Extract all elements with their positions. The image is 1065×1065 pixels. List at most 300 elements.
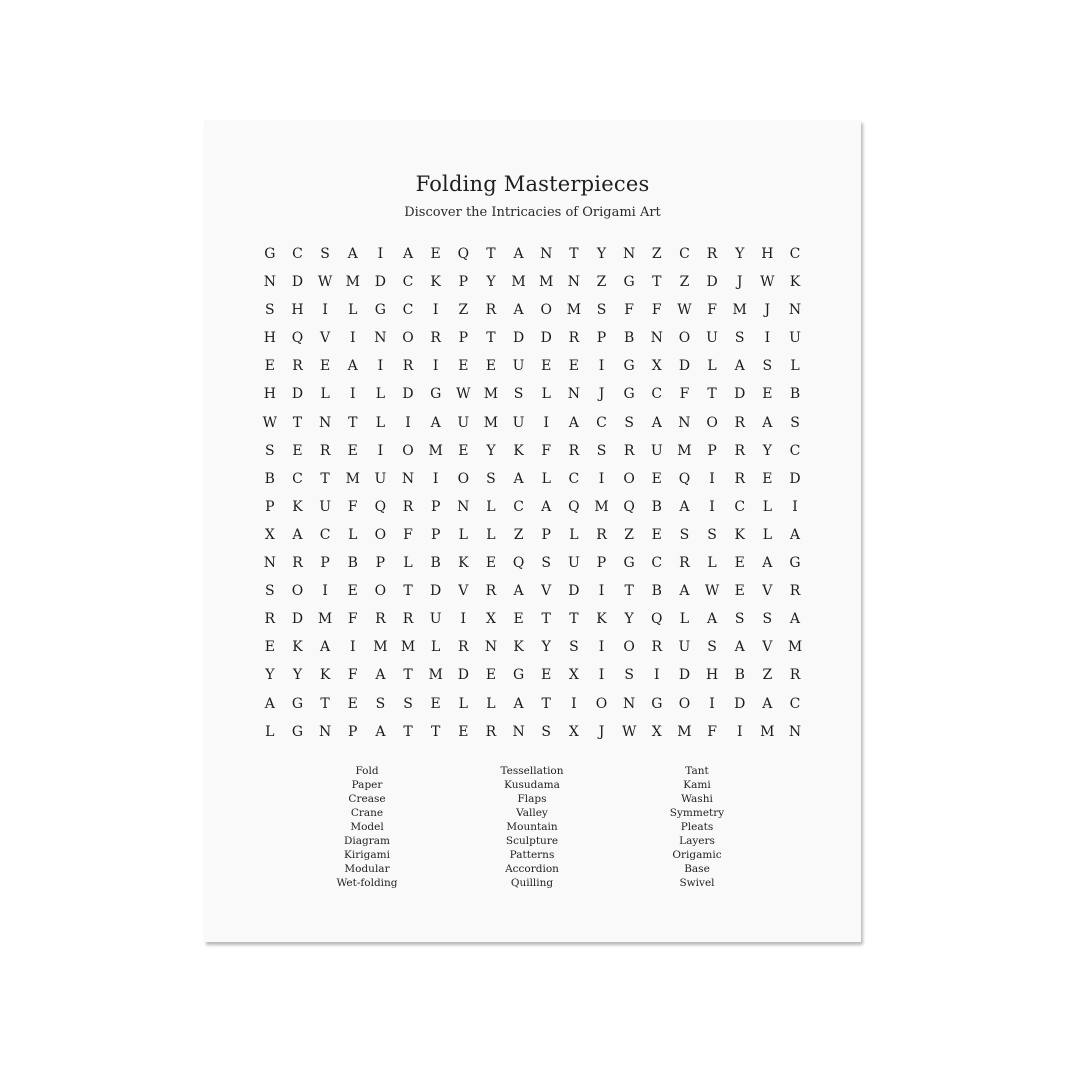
grid-letter[interactable]: N (374, 330, 387, 347)
grid-letter[interactable]: P (596, 555, 607, 572)
grid-letter[interactable]: E (651, 526, 662, 543)
grid-letter[interactable]: Y (624, 611, 634, 628)
grid-letter[interactable]: S (734, 611, 745, 628)
grid-letter[interactable]: W (677, 302, 692, 319)
grid-letter[interactable]: Y (735, 246, 745, 262)
grid-letter[interactable]: T (652, 274, 662, 291)
grid-letter[interactable]: M (373, 639, 388, 656)
grid-letter[interactable]: I (598, 667, 605, 684)
grid-letter[interactable]: V (541, 583, 552, 600)
grid-letter[interactable]: P (375, 555, 386, 572)
grid-letter[interactable]: O (402, 330, 414, 347)
grid-letter[interactable]: L (541, 386, 551, 403)
grid-letter[interactable]: C (789, 246, 801, 262)
grid-letter[interactable]: N (540, 246, 553, 262)
grid-letter[interactable]: U (512, 358, 525, 375)
grid-letter[interactable]: O (402, 442, 414, 459)
grid-letter[interactable]: M (317, 611, 333, 628)
grid-letter[interactable]: M (511, 274, 526, 291)
grid-letter[interactable]: E (292, 442, 303, 459)
grid-letter[interactable]: I (571, 695, 577, 712)
grid-letter[interactable]: H (291, 302, 304, 319)
grid-letter[interactable]: P (430, 498, 441, 515)
grid-letter[interactable]: I (709, 470, 715, 487)
grid-letter[interactable]: W (760, 274, 775, 291)
grid-letter[interactable]: T (320, 695, 330, 712)
grid-letter[interactable]: C (651, 555, 663, 572)
grid-letter[interactable]: Q (457, 246, 470, 262)
grid-letter[interactable]: A (762, 414, 773, 431)
grid-letter[interactable]: L (458, 695, 468, 712)
grid-letter[interactable]: O (457, 470, 470, 487)
grid-letter[interactable]: W (621, 723, 637, 740)
grid-letter[interactable]: H (705, 667, 719, 684)
grid-letter[interactable]: G (623, 358, 635, 375)
grid-letter[interactable]: M (400, 639, 416, 656)
grid-letter[interactable]: D (457, 667, 469, 684)
grid-letter[interactable]: U (789, 330, 801, 347)
grid-letter[interactable]: G (430, 386, 442, 403)
grid-letter[interactable]: A (679, 498, 690, 515)
grid-letter[interactable]: A (651, 414, 662, 431)
grid-letter[interactable]: S (265, 302, 275, 319)
grid-letter[interactable]: C (734, 498, 746, 515)
grid-letter[interactable]: R (430, 330, 441, 347)
grid-letter[interactable]: T (403, 583, 413, 600)
grid-letter[interactable]: U (512, 414, 525, 431)
grid-letter[interactable]: U (457, 414, 470, 431)
grid-letter[interactable]: C (789, 442, 801, 459)
grid-letter[interactable]: M (566, 302, 582, 319)
grid-letter[interactable]: S (734, 330, 745, 347)
grid-letter[interactable]: I (598, 358, 605, 375)
grid-letter[interactable]: B (651, 583, 662, 600)
grid-letter[interactable]: A (347, 246, 358, 262)
grid-letter[interactable]: M (594, 498, 609, 515)
grid-letter[interactable]: D (291, 611, 304, 628)
grid-letter[interactable]: I (432, 470, 439, 487)
grid-letter[interactable]: D (540, 330, 552, 347)
grid-letter[interactable]: B (264, 470, 275, 487)
grid-letter[interactable]: N (650, 330, 663, 347)
grid-letter[interactable]: E (485, 667, 497, 684)
grid-letter[interactable]: A (513, 302, 524, 319)
grid-letter[interactable]: R (706, 246, 718, 262)
grid-letter[interactable]: D (568, 583, 580, 600)
grid-letter[interactable]: Y (265, 667, 275, 684)
grid-letter[interactable]: H (761, 246, 774, 262)
grid-letter[interactable]: W (456, 386, 471, 403)
grid-letter[interactable]: S (790, 414, 800, 431)
grid-letter[interactable]: S (596, 302, 607, 319)
grid-letter[interactable]: N (318, 414, 332, 431)
grid-letter[interactable]: T (430, 723, 441, 740)
grid-letter[interactable]: C (292, 470, 303, 487)
grid-letter[interactable]: P (430, 526, 441, 543)
grid-letter[interactable]: F (679, 386, 690, 403)
grid-letter[interactable]: T (403, 667, 413, 684)
grid-letter[interactable]: P (320, 555, 330, 572)
grid-letter[interactable]: I (543, 414, 549, 431)
grid-letter[interactable]: W (262, 414, 278, 431)
grid-letter[interactable]: H (263, 386, 276, 403)
grid-letter[interactable]: K (596, 611, 607, 628)
grid-letter[interactable]: R (292, 358, 303, 375)
grid-letter[interactable]: O (374, 583, 387, 600)
grid-letter[interactable]: A (789, 611, 801, 628)
grid-letter[interactable]: F (624, 302, 634, 319)
grid-letter[interactable]: I (598, 470, 605, 487)
grid-letter[interactable]: C (402, 302, 414, 319)
grid-letter[interactable]: U (319, 498, 331, 515)
grid-letter[interactable]: E (347, 695, 358, 712)
grid-letter[interactable]: P (596, 330, 607, 347)
grid-letter[interactable]: A (430, 414, 441, 431)
grid-letter[interactable]: Q (651, 611, 663, 628)
grid-letter[interactable]: S (486, 470, 496, 487)
grid-letter[interactable]: A (707, 611, 718, 628)
grid-letter[interactable]: C (402, 274, 414, 291)
grid-letter[interactable]: I (764, 330, 771, 347)
grid-letter[interactable]: N (512, 723, 525, 740)
grid-letter[interactable]: K (292, 639, 303, 656)
grid-letter[interactable]: G (264, 246, 276, 262)
grid-letter[interactable]: B (789, 386, 801, 403)
grid-letter[interactable]: S (679, 526, 690, 543)
grid-letter[interactable]: L (707, 358, 717, 375)
grid-letter[interactable]: F (347, 611, 358, 628)
grid-letter[interactable]: R (789, 667, 801, 684)
grid-letter[interactable]: T (541, 611, 551, 628)
grid-letter[interactable]: M (345, 274, 360, 291)
grid-letter[interactable]: K (430, 274, 441, 291)
grid-letter[interactable]: T (348, 414, 358, 431)
grid-letter[interactable]: S (403, 695, 413, 712)
grid-letter[interactable]: A (402, 246, 414, 262)
grid-letter[interactable]: K (789, 274, 801, 291)
grid-letter[interactable]: D (706, 274, 718, 291)
grid-letter[interactable]: N (623, 246, 636, 262)
grid-letter[interactable]: O (595, 695, 608, 712)
grid-letter[interactable]: E (541, 358, 552, 375)
grid-letter[interactable]: G (651, 695, 663, 712)
grid-letter[interactable]: U (678, 639, 691, 656)
grid-letter[interactable]: T (292, 414, 303, 431)
grid-letter[interactable]: O (706, 414, 718, 431)
grid-letter[interactable]: A (789, 526, 801, 543)
grid-letter[interactable]: N (318, 723, 332, 740)
grid-letter[interactable]: M (760, 723, 775, 740)
grid-letter[interactable]: S (762, 358, 773, 375)
grid-letter[interactable]: E (347, 442, 358, 459)
grid-letter[interactable]: R (485, 583, 497, 600)
grid-letter[interactable]: L (762, 526, 772, 543)
grid-letter[interactable]: A (513, 470, 524, 487)
grid-letter[interactable]: L (486, 695, 496, 712)
grid-letter[interactable]: G (623, 274, 635, 291)
grid-letter[interactable]: B (651, 498, 662, 515)
grid-letter[interactable]: A (679, 583, 690, 600)
grid-letter[interactable]: R (734, 442, 745, 459)
grid-letter[interactable]: R (402, 611, 414, 628)
grid-letter[interactable]: Z (679, 274, 690, 291)
grid-letter[interactable]: R (485, 723, 497, 740)
grid-letter[interactable]: R (264, 611, 276, 628)
grid-letter[interactable]: A (734, 639, 745, 656)
grid-letter[interactable]: C (789, 695, 801, 712)
grid-letter[interactable]: Z (651, 246, 662, 262)
grid-letter[interactable]: R (485, 302, 497, 319)
grid-letter[interactable]: S (707, 526, 717, 543)
grid-letter[interactable]: U (429, 611, 442, 628)
grid-letter[interactable]: D (512, 330, 525, 347)
grid-letter[interactable]: J (736, 274, 743, 291)
grid-letter[interactable]: D (374, 274, 386, 291)
grid-letter[interactable]: I (709, 498, 715, 515)
grid-letter[interactable]: I (709, 695, 715, 712)
grid-letter[interactable]: S (265, 583, 275, 600)
grid-letter[interactable]: I (792, 498, 798, 515)
grid-letter[interactable]: M (428, 442, 443, 459)
grid-letter[interactable]: J (764, 302, 771, 319)
grid-letter[interactable]: L (762, 498, 772, 515)
grid-letter[interactable]: T (320, 470, 330, 487)
grid-letter[interactable]: V (762, 639, 773, 656)
grid-letter[interactable]: E (347, 583, 358, 600)
grid-letter[interactable]: E (430, 695, 441, 712)
grid-letter[interactable]: Y (596, 246, 607, 262)
grid-letter[interactable]: E (651, 470, 662, 487)
grid-letter[interactable]: J (598, 723, 605, 740)
grid-letter[interactable]: F (347, 667, 358, 684)
grid-letter[interactable]: F (707, 302, 717, 319)
grid-letter[interactable]: L (569, 526, 579, 543)
grid-letter[interactable]: D (430, 583, 442, 600)
grid-letter[interactable]: D (678, 358, 691, 375)
grid-letter[interactable]: A (513, 246, 524, 262)
grid-letter[interactable]: F (347, 498, 358, 515)
grid-letter[interactable]: M (787, 639, 803, 656)
grid-letter[interactable]: X (651, 358, 662, 375)
grid-letter[interactable]: M (677, 723, 692, 740)
grid-letter[interactable]: S (624, 667, 634, 684)
grid-letter[interactable]: J (598, 386, 605, 403)
grid-letter[interactable]: C (651, 386, 663, 403)
grid-letter[interactable]: P (348, 723, 358, 740)
grid-letter[interactable]: E (734, 583, 745, 600)
grid-letter[interactable]: D (734, 386, 746, 403)
grid-letter[interactable]: C (596, 414, 607, 431)
grid-letter[interactable]: A (320, 639, 331, 656)
grid-letter[interactable]: S (707, 639, 717, 656)
grid-letter[interactable]: G (623, 555, 635, 572)
grid-letter[interactable]: E (568, 358, 579, 375)
grid-letter[interactable]: F (541, 442, 552, 459)
grid-letter[interactable]: S (624, 414, 634, 431)
grid-letter[interactable]: L (486, 498, 496, 515)
grid-letter[interactable]: R (651, 639, 663, 656)
grid-letter[interactable]: C (679, 246, 690, 262)
grid-letter[interactable]: X (568, 723, 579, 740)
grid-letter[interactable]: L (458, 526, 468, 543)
grid-letter[interactable]: R (568, 330, 580, 347)
grid-letter[interactable]: Q (568, 498, 580, 515)
grid-letter[interactable]: O (678, 695, 691, 712)
grid-letter[interactable]: E (319, 358, 331, 375)
grid-letter[interactable]: S (569, 639, 579, 656)
grid-letter[interactable]: A (762, 555, 773, 572)
grid-letter[interactable]: R (734, 470, 745, 487)
grid-letter[interactable]: V (320, 330, 331, 347)
grid-letter[interactable]: E (458, 723, 469, 740)
grid-letter[interactable]: T (541, 695, 551, 712)
grid-letter[interactable]: T (569, 246, 579, 262)
grid-letter[interactable]: U (650, 442, 663, 459)
grid-letter[interactable]: I (432, 302, 439, 319)
grid-letter[interactable]: Q (623, 498, 635, 515)
grid-letter[interactable]: R (319, 442, 331, 459)
grid-letter[interactable]: O (678, 330, 691, 347)
grid-letter[interactable]: R (789, 583, 801, 600)
grid-letter[interactable]: R (679, 555, 690, 572)
grid-letter[interactable]: T (569, 611, 579, 628)
grid-letter[interactable]: Y (762, 442, 772, 459)
grid-letter[interactable]: L (348, 526, 358, 543)
grid-letter[interactable]: O (374, 526, 387, 543)
grid-letter[interactable]: I (322, 302, 328, 319)
grid-letter[interactable]: I (460, 611, 467, 628)
grid-letter[interactable]: X (651, 723, 662, 740)
grid-letter[interactable]: L (707, 555, 717, 572)
grid-letter[interactable]: F (403, 526, 413, 543)
grid-letter[interactable]: G (789, 555, 801, 572)
grid-letter[interactable]: O (623, 470, 635, 487)
grid-letter[interactable]: D (291, 386, 304, 403)
grid-letter[interactable]: Z (458, 302, 469, 319)
grid-letter[interactable]: P (265, 498, 275, 515)
grid-letter[interactable]: I (598, 639, 605, 656)
grid-letter[interactable]: Y (486, 274, 496, 291)
grid-letter[interactable]: L (486, 526, 496, 543)
grid-letter[interactable]: I (654, 667, 660, 684)
grid-letter[interactable]: A (513, 583, 524, 600)
grid-letter[interactable]: T (707, 386, 717, 403)
grid-letter[interactable]: E (485, 358, 497, 375)
grid-letter[interactable]: N (484, 639, 498, 656)
grid-letter[interactable]: L (375, 386, 386, 403)
grid-letter[interactable]: N (678, 414, 691, 431)
grid-letter[interactable]: D (678, 667, 691, 684)
grid-letter[interactable]: Z (513, 526, 524, 543)
grid-letter[interactable]: B (734, 667, 745, 684)
grid-letter[interactable]: Z (762, 667, 773, 684)
grid-letter[interactable]: L (265, 723, 275, 740)
grid-letter[interactable]: R (734, 414, 745, 431)
grid-letter[interactable]: S (375, 695, 386, 712)
grid-letter[interactable]: U (567, 555, 580, 572)
grid-letter[interactable]: Q (512, 555, 525, 572)
grid-letter[interactable]: L (403, 555, 413, 572)
grid-letter[interactable]: A (762, 695, 773, 712)
grid-letter[interactable]: U (706, 330, 718, 347)
grid-letter[interactable]: L (679, 611, 690, 628)
grid-letter[interactable]: Z (596, 274, 607, 291)
grid-letter[interactable]: I (377, 358, 384, 375)
grid-letter[interactable]: B (624, 330, 635, 347)
grid-letter[interactable]: I (736, 723, 743, 740)
grid-letter[interactable]: R (596, 526, 607, 543)
grid-letter[interactable]: S (762, 611, 773, 628)
grid-letter[interactable]: I (432, 358, 439, 375)
grid-letter[interactable]: Q (374, 498, 387, 515)
grid-letter[interactable]: E (485, 555, 497, 572)
grid-letter[interactable]: Q (291, 330, 304, 347)
grid-letter[interactable]: M (483, 414, 499, 431)
grid-letter[interactable]: Y (486, 442, 496, 459)
grid-letter[interactable]: K (458, 555, 469, 572)
grid-letter[interactable]: N (788, 723, 802, 740)
grid-letter[interactable]: I (322, 583, 328, 600)
grid-letter[interactable]: E (762, 386, 773, 403)
grid-letter[interactable]: S (265, 442, 275, 459)
grid-letter[interactable]: A (375, 667, 386, 684)
grid-letter[interactable]: Z (624, 526, 635, 543)
grid-letter[interactable]: A (513, 695, 524, 712)
grid-letter[interactable]: E (734, 555, 745, 572)
grid-letter[interactable]: K (513, 442, 524, 459)
grid-letter[interactable]: F (707, 723, 717, 740)
grid-letter[interactable]: T (403, 723, 413, 740)
grid-letter[interactable]: N (401, 470, 415, 487)
grid-letter[interactable]: F (651, 302, 662, 319)
grid-letter[interactable]: C (513, 498, 524, 515)
grid-letter[interactable]: V (762, 583, 773, 600)
grid-letter[interactable]: C (568, 470, 580, 487)
grid-letter[interactable]: N (623, 695, 636, 712)
grid-letter[interactable]: I (377, 246, 384, 262)
grid-letter[interactable]: I (349, 386, 356, 403)
grid-letter[interactable]: G (291, 695, 304, 712)
grid-letter[interactable]: K (734, 526, 745, 543)
grid-letter[interactable]: I (598, 583, 605, 600)
grid-letter[interactable]: P (707, 442, 717, 459)
grid-letter[interactable]: G (623, 386, 635, 403)
grid-letter[interactable]: E (264, 639, 275, 656)
grid-letter[interactable]: S (541, 723, 552, 740)
grid-letter[interactable]: L (320, 386, 330, 403)
grid-letter[interactable]: M (345, 470, 360, 487)
grid-letter[interactable]: P (458, 330, 469, 347)
grid-letter[interactable]: T (624, 583, 634, 600)
grid-letter[interactable]: V (458, 583, 469, 600)
grid-letter[interactable]: O (291, 583, 304, 600)
grid-letter[interactable]: G (291, 723, 304, 740)
grid-letter[interactable]: D (734, 695, 746, 712)
grid-letter[interactable]: C (319, 526, 331, 543)
grid-letter[interactable]: A (734, 358, 745, 375)
grid-letter[interactable]: W (317, 274, 333, 291)
grid-letter[interactable]: R (623, 442, 635, 459)
grid-letter[interactable]: A (375, 723, 386, 740)
grid-letter[interactable]: L (790, 358, 800, 375)
grid-letter[interactable]: R (568, 442, 580, 459)
grid-letter[interactable]: A (347, 358, 358, 375)
grid-letter[interactable]: D (402, 386, 414, 403)
grid-letter[interactable]: X (485, 611, 496, 628)
grid-letter[interactable]: N (263, 274, 276, 291)
grid-letter[interactable]: N (788, 302, 802, 319)
grid-letter[interactable]: N (457, 498, 470, 515)
